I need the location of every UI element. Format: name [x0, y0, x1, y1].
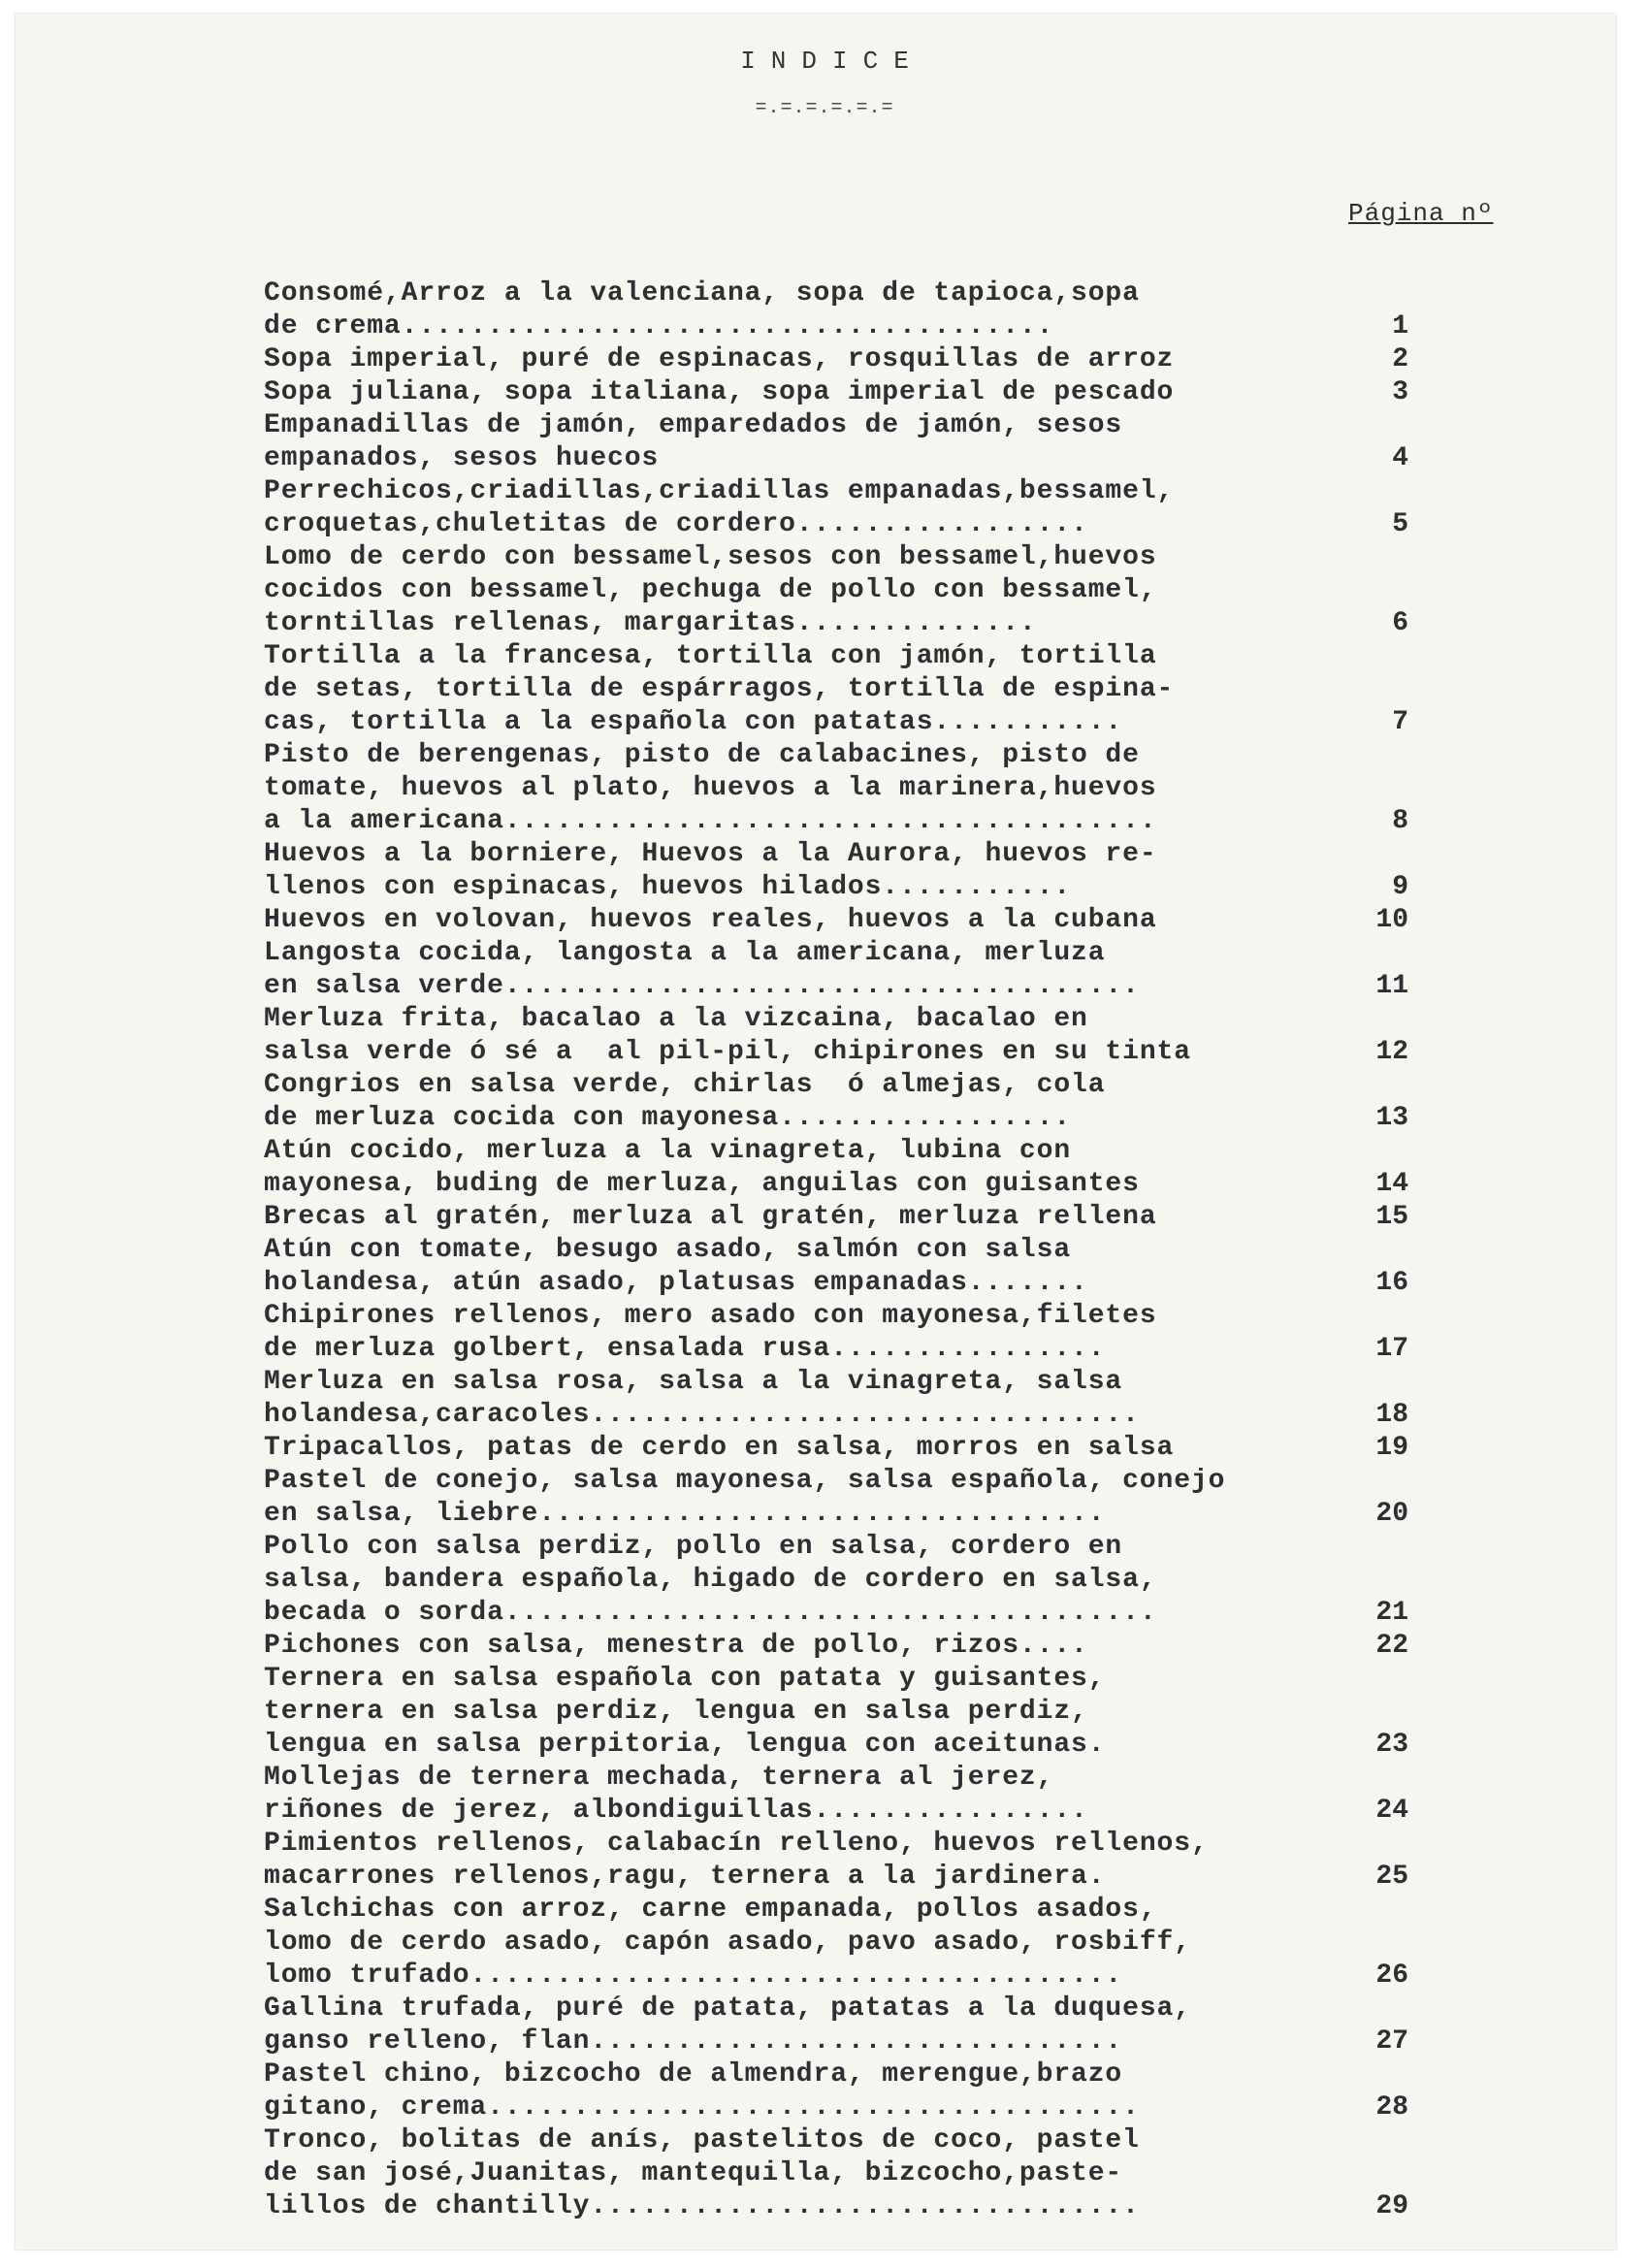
entry-text-line: Lomo de cerdo con bessamel,sesos con bessamel,huevos	[264, 542, 1157, 572]
index-entry	[264, 1300, 1408, 1366]
entry-page-number: 22	[1375, 1631, 1408, 1661]
entry-text-line: Brecas al gratén, merluza al gratén, merluza rellena	[264, 1202, 1157, 1232]
index-entry	[264, 1366, 1408, 1432]
entry-text-line: Huevos a la borniere, Huevos a la Aurora, huevos re-	[264, 839, 1157, 869]
entry-page-number: 15	[1375, 1202, 1408, 1232]
entry-text-line: Tronco, bolitas de anís, pastelitos de coco, pastel	[264, 2125, 1140, 2155]
entry-text-line: Salchichas con arroz, carne empanada, pollos asados,	[264, 1895, 1157, 1925]
entry-text-line: cocidos con bessamel, pechuga de pollo con bessamel,	[264, 575, 1157, 605]
entry-text-line: Merluza frita, bacalao a la vizcaina, bacalao en	[264, 1004, 1088, 1034]
entry-text-line: Pastel de conejo, salsa mayonesa, salsa española, conejo	[264, 1466, 1226, 1496]
index-entry	[264, 1234, 1408, 1300]
index-entry	[264, 1993, 1408, 2058]
entry-text-line: Ternera en salsa española con patata y guisantes,	[264, 1664, 1106, 1694]
index-entry	[264, 1003, 1408, 1069]
entry-text-line: lomo de cerdo asado, capón asado, pavo asado, rosbiff,	[264, 1928, 1191, 1958]
entry-page-number: 25	[1375, 1862, 1408, 1892]
entry-page-number: 19	[1375, 1433, 1408, 1463]
index-entry	[264, 1531, 1408, 1630]
entry-text-line: Pastel chino, bizcocho de almendra, merengue,brazo	[264, 2059, 1123, 2090]
entry-text-line: Huevos en volovan, huevos reales, huevos a la cubana	[264, 905, 1157, 935]
entry-page-number: 28	[1375, 2092, 1408, 2122]
index-entry	[264, 1069, 1408, 1135]
entry-text-line: riñones de jerez, albondiguillas................	[264, 1796, 1088, 1826]
entry-text-line: macarrones rellenos,ragu, ternera a la jardinera.	[264, 1862, 1106, 1892]
entry-text-line: Pisto de berengenas, pisto de calabacines, pisto de	[264, 740, 1140, 770]
entry-page-number: 26	[1375, 1960, 1408, 1991]
entry-text-line: tomate, huevos al plato, huevos a la marinera,huevos	[264, 773, 1157, 803]
entry-page-number: 27	[1375, 2026, 1408, 2057]
index-entry	[264, 1201, 1408, 1234]
entry-page-number: 10	[1375, 905, 1408, 935]
entry-text-line: empanados, sesos huecos	[264, 443, 660, 473]
entry-page-number: 4	[1392, 443, 1408, 473]
index-entry	[264, 640, 1408, 739]
entry-page-number: 16	[1375, 1268, 1408, 1298]
index-entry	[264, 2058, 1408, 2124]
entry-text-line: salsa verde ó sé a al pil-pil, chipirones en su tinta	[264, 1037, 1191, 1067]
entry-text-line: de setas, tortilla de espárragos, tortilla de espina-	[264, 674, 1175, 704]
entry-text-line: holandesa, atún asado, platusas empanadas.......	[264, 1268, 1088, 1298]
index-entry	[264, 838, 1408, 904]
entry-text-line: mayonesa, buding de merluza, anguilas con guisantes	[264, 1169, 1140, 1199]
index-entry	[264, 277, 1408, 343]
entry-text-line: Pollo con salsa perdiz, pollo en salsa, cordero en	[264, 1532, 1123, 1562]
entry-page-number: 12	[1375, 1037, 1408, 1067]
entry-page-number: 17	[1375, 1334, 1408, 1364]
entry-text-line: Pichones con salsa, menestra de pollo, rizos....	[264, 1631, 1088, 1661]
entry-text-line: de merluza golbert, ensalada rusa................	[264, 1334, 1106, 1364]
entry-text-line: Empanadillas de jamón, emparedados de jamón, sesos	[264, 410, 1123, 440]
index-entry	[264, 376, 1408, 409]
entry-text-line: becada o sorda......................................	[264, 1598, 1157, 1628]
entry-page-number: 18	[1375, 1400, 1408, 1430]
entry-text-line: Gallina trufada, puré de patata, patatas a la duquesa,	[264, 1993, 1191, 2024]
entry-text-line: Congrios en salsa verde, chirlas ó almejas, cola	[264, 1070, 1106, 1100]
entry-page-number: 9	[1392, 872, 1408, 902]
entry-text-line: salsa, bandera española, higado de cordero en salsa,	[264, 1565, 1157, 1595]
entry-page-number: 3	[1392, 377, 1408, 407]
entry-text-line: Consomé,Arroz a la valenciana, sopa de tapioca,sopa	[264, 278, 1140, 308]
entry-text-line: gitano, crema......................................	[264, 2092, 1140, 2122]
index-entries	[264, 277, 1408, 2223]
index-entry	[264, 739, 1408, 838]
page-column-header: Página nº	[1348, 199, 1494, 228]
entry-text-line: Merluza en salsa rosa, salsa a la vinagreta, salsa	[264, 1367, 1123, 1397]
entry-text-line: Tortilla a la francesa, tortilla con jamón, tortilla	[264, 641, 1157, 671]
entry-page-number: 5	[1392, 509, 1408, 539]
index-entry	[264, 937, 1408, 1003]
entry-page-number: 6	[1392, 608, 1408, 638]
entry-text-line: Atún cocido, merluza a la vinagreta, lubina con	[264, 1136, 1072, 1166]
entry-text-line: Sopa juliana, sopa italiana, sopa imperial de pescado	[264, 377, 1175, 407]
entry-text-line: en salsa, liebre.................................	[264, 1499, 1106, 1529]
entry-text-line: croquetas,chuletitas de cordero.................	[264, 509, 1088, 539]
entry-page-number: 23	[1375, 1730, 1408, 1760]
index-entry	[264, 409, 1408, 475]
entry-text-line: de crema......................................	[264, 311, 1054, 341]
entry-text-line: a la americana......................................	[264, 806, 1157, 836]
entry-page-number: 7	[1392, 707, 1408, 737]
entry-text-line: lengua en salsa perpitoria, lengua con aceitunas.	[264, 1730, 1106, 1760]
entry-page-number: 24	[1375, 1796, 1408, 1826]
entry-text-line: Tripacallos, patas de cerdo en salsa, morros en salsa	[264, 1433, 1175, 1463]
entry-text-line: de san josé,Juanitas, mantequilla, bizcocho,paste-	[264, 2158, 1123, 2188]
entry-text-line: torntillas rellenas, margaritas..............	[264, 608, 1037, 638]
entry-page-number: 1	[1392, 311, 1408, 341]
index-entry	[264, 1135, 1408, 1201]
entry-page-number: 13	[1375, 1103, 1408, 1133]
entry-text-line: de merluza cocida con mayonesa.................	[264, 1103, 1072, 1133]
index-entry	[264, 541, 1408, 640]
entry-text-line: cas, tortilla a la española con patatas...........	[264, 707, 1123, 737]
index-entry	[264, 1465, 1408, 1531]
entry-page-number: 11	[1375, 971, 1408, 1001]
index-entry	[264, 1630, 1408, 1663]
entry-text-line: en salsa verde.....................................	[264, 971, 1140, 1001]
title-underline-rule: =.=.=.=.=.=	[755, 97, 894, 119]
index-entry	[264, 343, 1408, 376]
entry-text-line: Perrechicos,criadillas,criadillas empanadas,bessamel,	[264, 476, 1175, 506]
index-entry	[264, 1762, 1408, 1828]
entry-page-number: 14	[1375, 1169, 1408, 1199]
entry-text-line: lomo trufado......................................	[264, 1960, 1123, 1991]
entry-text-line: Atún con tomate, besugo asado, salmón con salsa	[264, 1235, 1072, 1265]
entry-text-line: llenos con espinacas, huevos hilados...........	[264, 872, 1072, 902]
index-entry	[264, 2124, 1408, 2223]
entry-page-number: 20	[1375, 1499, 1408, 1529]
entry-page-number: 21	[1375, 1598, 1408, 1628]
entry-text-line: lillos de chantilly................................	[264, 2191, 1140, 2221]
index-entry	[264, 1432, 1408, 1465]
entry-text-line: ganso relleno, flan...............................	[264, 2026, 1123, 2057]
entry-text-line: holandesa,caracoles................................	[264, 1400, 1140, 1430]
entry-page-number: 29	[1375, 2191, 1408, 2221]
entry-page-number: 8	[1392, 806, 1408, 836]
entry-text-line: ternera en salsa perdiz, lengua en salsa perdiz,	[264, 1697, 1088, 1727]
entry-text-line: Langosta cocida, langosta a la americana, merluza	[264, 938, 1106, 968]
entry-text-line: Chipirones rellenos, mero asado con mayonesa,filetes	[264, 1301, 1157, 1331]
index-entry	[264, 1894, 1408, 1993]
index-entry	[264, 475, 1408, 541]
entry-text-line: Sopa imperial, puré de espinacas, rosquillas de arroz	[264, 344, 1175, 374]
entry-text-line: Mollejas de ternera mechada, ternera al jerez,	[264, 1763, 1054, 1793]
index-entry	[264, 1663, 1408, 1762]
index-entry	[264, 1828, 1408, 1894]
index-title: INDICE	[740, 47, 924, 76]
index-entry	[264, 904, 1408, 937]
entry-text-line: Pimientos rellenos, calabacín relleno, huevos rellenos,	[264, 1829, 1209, 1859]
entry-page-number: 2	[1392, 344, 1408, 374]
